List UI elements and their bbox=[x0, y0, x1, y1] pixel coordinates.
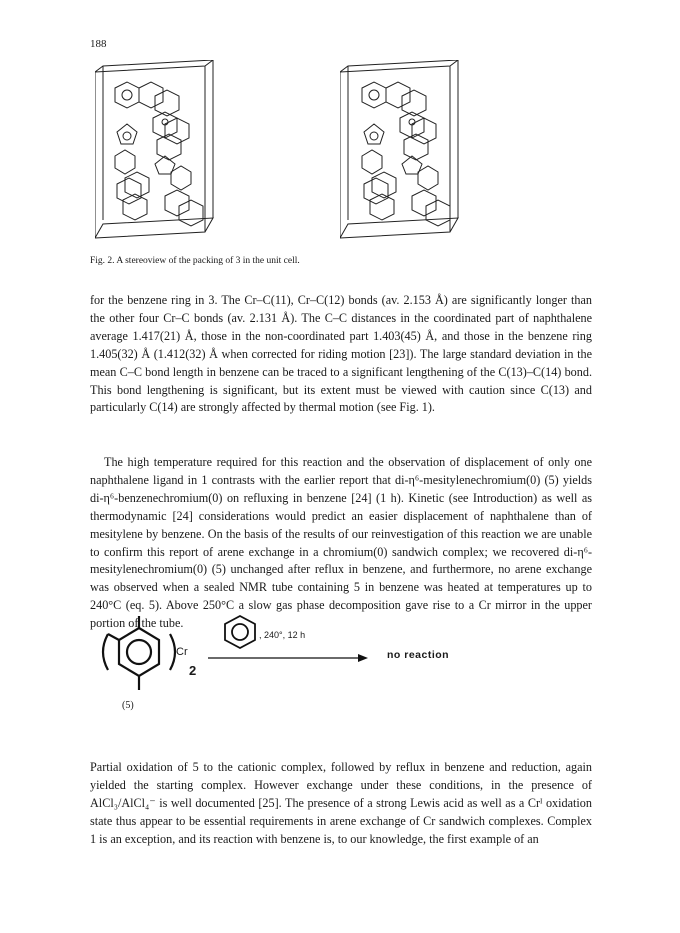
no-reaction-label: no reaction bbox=[387, 649, 450, 661]
compound-5-label: (5) bbox=[122, 700, 134, 711]
stereoview-right-image bbox=[340, 60, 460, 248]
benzene-reagent-structure bbox=[220, 614, 260, 650]
mesitylene-chromium-structure bbox=[90, 604, 210, 704]
paragraph-1: for the benzene ring in 3. The Cr–C(11), Cr–C(12) bonds (av. 2.153 Å) are significantly longer than the other four Cr–C bonds (av. 2.131 Å). The C–C distances in the coordinated part of naphthalene average 1.417(21) Å, those in the non-coordinated part 1.403(45) Å, and those in the benzene ring 1.405(32) Å (1.412(32) Å when corrected for riding motion [23]). The large standard deviation in the mean C–C bond length in benzene can be traced to a significant lengthening of the C(13)–C(14) bond. This bond lengthening is significant, but its extent must be viewed with caution since C(13) and particularly C(14) are strongly affected by thermal motion (see Fig. 1). bbox=[90, 293, 592, 415]
reaction-conditions: , 240°, 12 h bbox=[259, 630, 306, 640]
reaction-arrow bbox=[208, 652, 368, 664]
subscript-2: 2 bbox=[189, 663, 197, 678]
reaction-scheme bbox=[90, 604, 590, 724]
chromium-label: Cr bbox=[176, 646, 188, 658]
paragraph-3: Partial oxidation of 5 to the cationic complex, followed by reflux in benzene and reduction, again yielded the starting complex. However exchange under these conditions, in the presence of AlCl₃/AlCl₄⁻ is well documented [25]. The presence of a strong Lewis acid as well as a Crᴵ oxidation state thus appear to be essential requirements in arene exchange of Cr sandwich complexes. Complex 1 is an exception, and its reaction with benzene is, to our knowledge, the first example of an bbox=[90, 760, 592, 846]
stereoview-left-image bbox=[95, 60, 215, 248]
figure-caption: Fig. 2. A stereoview of the packing of 3 in the unit cell. bbox=[90, 256, 300, 266]
page-number: 188 bbox=[90, 38, 107, 50]
paragraph-2: The high temperature required for this reaction and the observation of displacement of only one naphthalene ligand in 1 contrasts with the earlier report that di-η⁶-mesitylenechromium(0) (5) yields di-η⁶-benzenechromium(0) on refluxing in benzene [24] (1 h). Kinetic (see Introduction) as well as thermodynamic [24] considerations would predict an easier displacement of naphthalene than of mesitylene by benzene. On the basis of the results of our reinvestigation of this reaction we are unable to confirm this report of arene exchange in a chromium(0) sandwich complex; we recovered di-η⁶-mesitylenechromium(0) (5) unchanged after reflux in benzene, and furthermore, no arene exchange was observed when a sealed NMR tube containing 5 in benzene was heated at temperatures up to 240°C (eq. 5). Above 250°C a slow gas phase decomposition gave rise to a Cr mirror in the upper portion of the tube. bbox=[90, 455, 592, 631]
